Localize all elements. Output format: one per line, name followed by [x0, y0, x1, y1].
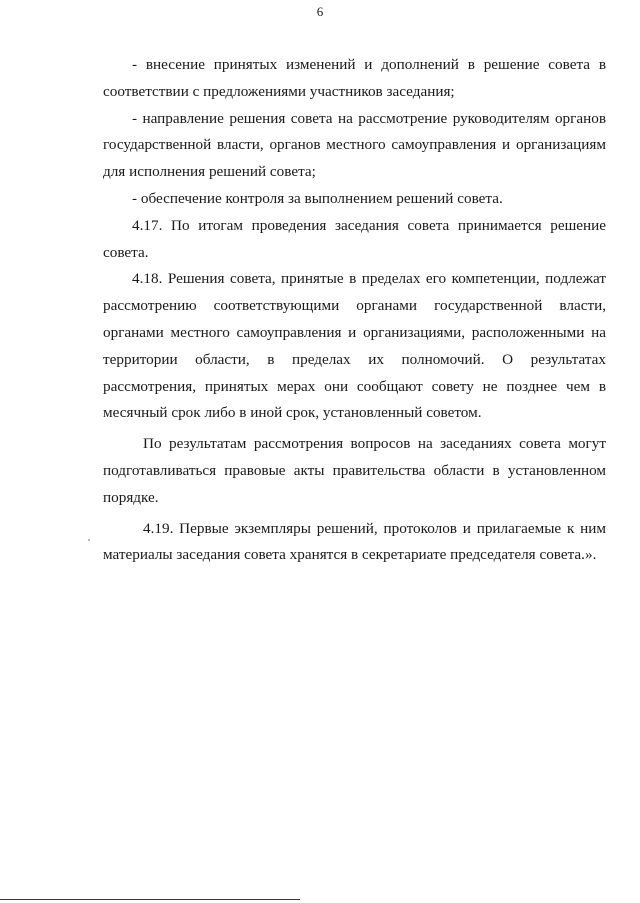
- document-body: [103, 52, 606, 569]
- scan-speck: [88, 539, 90, 541]
- paragraph-bullet-1: - внесение принятых изменений и дополнений в решение совета в соответствии с предложениями участников заседания;: [103, 56, 606, 100]
- paragraph-4-18: 4.18. Решения совета, принятые в пределах его компетенции, подлежат рассмотрению соответствующими органами государственной власти, органами местного самоуправления и организациями, расположенными на территории области, в пределах их полномочий. О результатах рассмотрения, принятых мерах они сообщают совету не позднее чем в месячный срок либо в иной срок, установленный советом.: [103, 270, 606, 422]
- scan-edge-line: [0, 899, 300, 900]
- paragraph-legal-acts: По результатам рассмотрения вопросов на заседаниях совета могут подготавливаться правовые акты правительства области в установленном порядке.: [103, 435, 606, 506]
- paragraph-bullet-3: - обеспечение контроля за выполнением решений совета.: [132, 189, 503, 207]
- paragraph-4-19: 4.19. Первые экземпляры решений, протоколов и прилагаемые к ним материалы заседания совета хранятся в секретариате председателя совета.».: [103, 519, 606, 564]
- paragraph-bullet-2: - направление решения совета на рассмотрение руководителям органов государственной власти, органов местного самоуправления и организациям для исполнения решений совета;: [103, 109, 606, 181]
- page-number: 6: [316, 4, 324, 19]
- paragraph-4-17: 4.17. По итогам проведения заседания совета принимается решение совета.: [103, 216, 606, 261]
